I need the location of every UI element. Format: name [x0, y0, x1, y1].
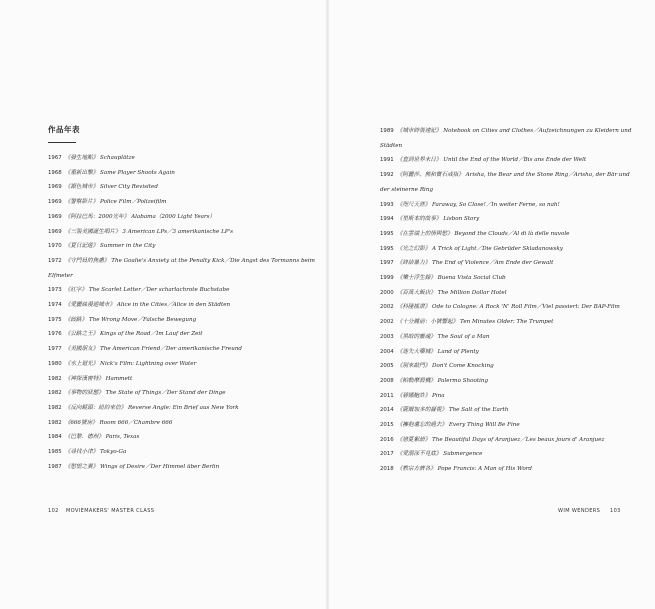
- entry-title: 《慾望之翼》 Wings of Desire／Der Himmel über Berlin: [64, 463, 220, 470]
- entry-title: 《反向鏡頭：紐約來信》 Reverse Angle: Ein Brief aus New York: [64, 404, 239, 411]
- filmography-entry: [48, 357, 323, 372]
- entry-title: 《美國朋友》 The American Friend／Der amerikanische Freund: [64, 346, 243, 353]
- entry-title: 《別來敲門》 Don't Come Knocking: [396, 363, 494, 370]
- entry-year: 1969: [48, 199, 62, 206]
- entry-year: 1974: [48, 302, 62, 309]
- filmography-entry: [48, 327, 323, 342]
- entry-title: 《愛麗絲漫遊城市》 Alice in the Cities／Alice in den Städten: [64, 302, 231, 309]
- entry-title: 《擁抱遺忘的過去》 Every Thing Will Be Fine: [396, 422, 520, 429]
- entry-title: 《十分鐘前：小號響起》 Ten Minutes Older: The Trumpet: [396, 319, 554, 326]
- entry-year: 2017: [380, 451, 394, 458]
- filmography-entry: [48, 430, 323, 445]
- entry-year: 2002: [380, 319, 394, 326]
- filmography-entry: [380, 227, 635, 242]
- entry-year: 2014: [380, 407, 394, 414]
- entry-title: 《教宗方濟各》 Pope Francis: A Man of His Word: [396, 466, 532, 473]
- entry-year: 1991: [380, 157, 394, 164]
- footer-page-number-right: 103: [610, 508, 621, 514]
- filmography-entry: [48, 254, 323, 283]
- filmography-entry: [380, 330, 635, 345]
- entry-year: 1985: [48, 449, 62, 456]
- entry-year: 2002: [380, 304, 394, 311]
- filmography-entry: [48, 416, 323, 431]
- entry-title: 《直到世界末日》 Until the End of the World／Bis ans Ende der Welt: [396, 157, 587, 164]
- heading-rule: [48, 142, 76, 143]
- filmography-entry: [380, 315, 635, 330]
- entry-title: 《光之幻影》 A Trick of Light／Die Gebrüder Skladanowsky: [396, 245, 563, 252]
- entry-title: 《紅字》 The Scarlet Letter／Der scharlachrote Buchstabe: [64, 287, 230, 294]
- entry-year: 1967: [48, 155, 62, 161]
- filmography-entry: [380, 300, 635, 315]
- filmography-entry: [48, 180, 323, 195]
- entry-title: 《薩爾加多的凝視》 The Salt of the Earth: [396, 407, 509, 414]
- filmography-entry: [380, 359, 635, 374]
- filmography-entry: [48, 298, 323, 313]
- entry-year: 1976: [48, 331, 62, 338]
- filmography-entry: [380, 124, 635, 153]
- entry-year: 1975: [48, 316, 62, 323]
- filmography-entry: [48, 460, 323, 475]
- entry-title: 《巴黎．德州》 Paris, Texas: [64, 434, 140, 441]
- entry-title: 《666號房》 Room 666／Chambre 666: [64, 419, 173, 426]
- filmography-entry: [380, 212, 635, 227]
- entry-year: 1980: [48, 360, 62, 367]
- filmography-entry: [48, 195, 323, 210]
- entry-title: 《愛溺深不見底》 Submergence: [396, 451, 483, 458]
- entry-title: 《里斯本的故事》 Lisbon Story: [396, 216, 480, 223]
- entry-year: 2015: [380, 422, 394, 429]
- filmography-entry: [48, 239, 323, 254]
- filmography-entry: [380, 403, 635, 418]
- entry-year: 2005: [380, 363, 394, 370]
- entry-year: 1969: [48, 184, 62, 191]
- entry-year: 1989: [380, 128, 394, 134]
- entry-year: 1987: [48, 463, 62, 470]
- entry-year: 1995: [380, 230, 394, 237]
- entry-year: 2000: [380, 289, 394, 296]
- entry-title: 《迷失大藥城》 Land of Plenty: [396, 348, 479, 355]
- entry-year: 2018: [380, 466, 394, 473]
- entry-year: 1982: [48, 404, 62, 411]
- entry-year: 1970: [48, 243, 62, 250]
- entry-title: 《尋找小津》 Tokyo-Ga: [64, 449, 127, 456]
- right-page: [328, 0, 655, 609]
- filmography-entry: [380, 286, 635, 301]
- entry-title: 《戀夏絮語》 The Beautiful Days of Aranjuez／Les beaux jours d' Aranjuez: [396, 436, 605, 443]
- entry-year: 1997: [380, 260, 394, 267]
- filmography-entry: [48, 401, 323, 416]
- entry-title: 《警察影片》 Police Film／Polizeifilm: [64, 199, 167, 206]
- entry-title: 《神探漢密特》 Hammett: [64, 375, 133, 382]
- filmography-list-left: [48, 151, 323, 474]
- footer-book-title: MOVIEMAKERS' MASTER CLASS: [66, 508, 155, 514]
- footer-page-number-left: 102: [48, 508, 59, 514]
- filmography-entry: [48, 386, 323, 401]
- page-heading: 作品年表: [48, 125, 80, 134]
- filmography-entry: [380, 374, 635, 389]
- filmography-entry: [380, 242, 635, 257]
- entry-title: 《三張美國誕生唱片》 3 American LPs／3 amerikanische LP's: [64, 228, 233, 235]
- filmography-entry: [380, 462, 635, 477]
- entry-title: 《在雲端上的情與慾》 Beyond the Clouds／Al di là delle nuvole: [396, 230, 570, 237]
- entry-title: 《阿拉巴馬：2000光年》 Alabama（2000 Light Years）: [64, 213, 216, 220]
- filmography-entry: [48, 342, 323, 357]
- left-page: [0, 0, 327, 609]
- filmography-entry: [380, 433, 635, 448]
- entry-title: 《重新出擊》 Same Player Shoots Again: [64, 169, 175, 176]
- entry-year: 1995: [380, 245, 394, 252]
- entry-title: 《歧路》 The Wrong Move／Falsche Bewegung: [64, 316, 197, 323]
- filmography-entry: [48, 313, 323, 328]
- filmography-entry: [380, 198, 635, 213]
- entry-title: 《事物的狀態》 The State of Things／Der Stand der Dinge: [64, 390, 226, 397]
- entry-year: 1977: [48, 346, 62, 353]
- entry-title: 《咫尺天涯》 Faraway, So Close!／In weiter Ferne, so nah!: [396, 201, 560, 208]
- entry-title: 《城市時裝速記》 Notebook on Cities and Clothes／Aufzeichnungen zu Kleidern und Städten: [380, 128, 632, 149]
- entry-title: 《公路之王》 Kings of the Road／Im Lauf der Zeit: [64, 331, 203, 338]
- entry-title: 《夏日記遊》 Summer in the City: [64, 243, 156, 250]
- entry-year: 1972: [48, 257, 62, 264]
- filmography-entry: [380, 418, 635, 433]
- filmography-entry: [380, 271, 635, 286]
- entry-year: 1969: [48, 213, 62, 220]
- entry-year: 1984: [48, 434, 62, 441]
- filmography-entry: [380, 256, 635, 271]
- filmography-entry: [380, 447, 635, 462]
- entry-title: 《銀色城市》 Silver City Revisited: [64, 184, 158, 191]
- filmography-entry: [48, 210, 323, 225]
- entry-year: 2008: [380, 377, 394, 384]
- entry-title: 《發生地點》 Schauplätze: [64, 155, 135, 161]
- entry-title: 《百萬大飯店》 The Million Dollar Hotel: [396, 289, 507, 296]
- entry-year: 1973: [48, 287, 62, 294]
- filmography-entry: [380, 168, 635, 197]
- filmography-entry: [48, 445, 323, 460]
- entry-year: 1982: [48, 390, 62, 397]
- filmography-entry: [380, 153, 635, 168]
- filmography-entry: [48, 166, 323, 181]
- entry-title: 《守門員的焦慮》 The Goalie's Anxiety at the Penalty Kick／Die Angst des Tormanns beim Elfmeter: [48, 257, 315, 279]
- entry-year: 1982: [48, 375, 62, 382]
- entry-title: 《帕勒摩殺機》 Palermo Shooting: [396, 377, 489, 384]
- filmography-list-right: [380, 124, 635, 477]
- entry-year: 1992: [380, 172, 394, 179]
- entry-title: 《樂士浮生錄》 Buena Vista Social Club: [396, 275, 506, 282]
- filmography-entry: [48, 372, 323, 387]
- entry-year: 2016: [380, 436, 394, 443]
- entry-year: 1968: [48, 169, 62, 176]
- filmography-entry: [48, 283, 323, 298]
- filmography-entry: [380, 389, 635, 404]
- entry-year: 2004: [380, 348, 394, 355]
- entry-title: 《黑暗的靈魂》 The Soul of a Man: [396, 333, 490, 340]
- filmography-entry: [380, 345, 635, 360]
- entry-year: 2011: [380, 392, 394, 399]
- entry-year: 1994: [380, 216, 394, 223]
- footer-author-name: WIM WENDERS: [558, 508, 601, 514]
- filmography-entry: [48, 151, 323, 166]
- entry-year: 2003: [380, 333, 394, 340]
- entry-title: 《水上迴光》 Nick's Film: Lightning over Water: [64, 360, 197, 367]
- entry-title: 《碧娜鮑許》 Pina: [396, 392, 445, 399]
- filmography-entry: [48, 225, 323, 240]
- entry-title: 《終結暴力》 The End of Violence／Am Ende der Gewalt: [396, 260, 554, 267]
- entry-title: 《阿麗莎、熊和寶石戒指》 Arisha, the Bear and the Stone Ring／Arisha, der Bär und der steinerne Ring: [380, 172, 630, 193]
- entry-year: 1982: [48, 419, 62, 426]
- entry-year: 1999: [380, 275, 394, 282]
- entry-title: 《科隆搖滾》 Ode to Cologne: A Rock 'N' Roll Film／Viel passiert: Der BAP-Film: [396, 304, 620, 311]
- entry-year: 1993: [380, 201, 394, 208]
- entry-year: 1969: [48, 228, 62, 235]
